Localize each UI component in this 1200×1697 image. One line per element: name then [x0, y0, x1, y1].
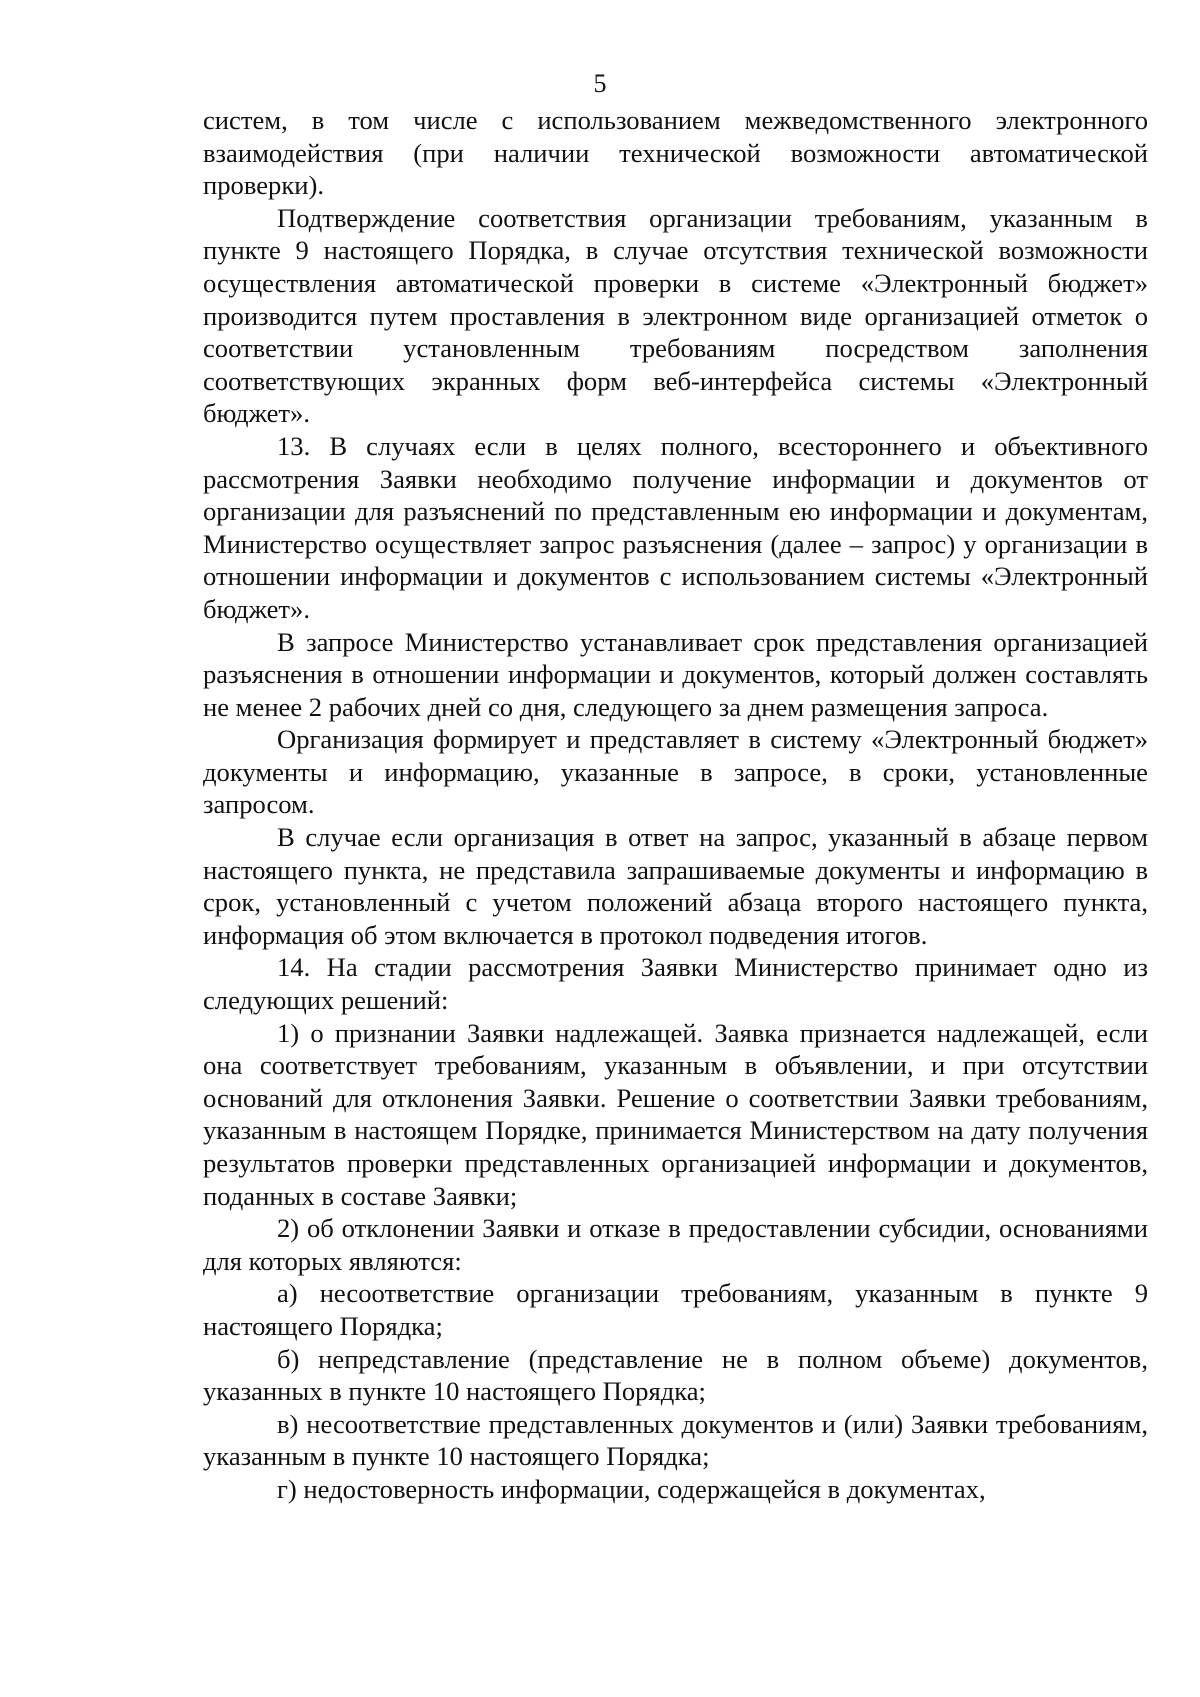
paragraph-ground-a: а) несоответствие организации требованиям, указанным в пункте 9 настоящего Порядка; — [203, 1278, 1148, 1341]
paragraph-item-14: 14. На стадии рассмотрения Заявки Министерство принимает одно из следующих решений: — [203, 952, 1148, 1016]
paragraph-ground-b: б) непредставление (представление не в полном объеме) документов, указанных в пункте 10 настоящего Порядка; — [203, 1343, 1148, 1407]
paragraph-request-deadline: В запросе Министерство устанавливает срок представления организацией разъяснения в отношении информации и документов, который должен составлять не менее 2 рабочих дней со дня, следующего за днем размещения запроса. — [203, 626, 1148, 722]
document-body — [203, 104, 1148, 1506]
paragraph-decision-2: 2) об отклонении Заявки и отказе в предоставлении субсидии, основаниями для которых являются: — [203, 1213, 1148, 1276]
paragraph-ground-g: г) недостоверность информации, содержащейся в документах, — [277, 1473, 986, 1504]
paragraph-organization-response: Организация формирует и представляет в систему «Электронный бюджет» документы и информацию, указанные в запросе, в сроки, установленные запросом. — [203, 724, 1148, 820]
paragraph-decision-1: 1) о признании Заявки надлежащей. Заявка признается надлежащей, если она соответствует требованиям, указанным в объявлении, и при отсутствии оснований для отклонения Заявки. Решение о соответствии Заявки требованиям, указанным в настоящем Порядке, принимается Министерством на дату получения результатов проверки представленных организацией информации и документов, поданных в составе Заявки; — [203, 1017, 1148, 1211]
paragraph-continuation: систем, в том числе с использованием межведомственного электронного взаимодействия (при наличии технической возможности автоматической проверки). — [203, 105, 1148, 201]
paragraph-ground-v: в) несоответствие представленных документов и (или) Заявки требованиям, указанным в пункте 10 настоящего Порядка; — [203, 1408, 1148, 1472]
paragraph-compliance-confirmation: Подтверждение соответствия организации требованиям, указанным в пункте 9 настоящего Порядка, в случае отсутствия технической возможности осуществления автоматической проверки в системе «Электронный бюджет» производится путем проставления в электронном виде организацией отметок о соответствии установленным требованиям посредством заполнения соответствующих экранных форм веб-интерфейса системы «Электронный бюджет». — [203, 202, 1148, 429]
paragraph-failure-to-respond: В случае если организация в ответ на запрос, указанный в абзаце первом настоящего пункта, не представила запрашиваемые документы и информацию в срок, установленный с учетом положений абзаца второго настоящего пункта, информация об этом включается в протокол подведения итогов. — [203, 822, 1148, 950]
paragraph-item-13: 13. В случаях если в целях полного, всестороннего и объективного рассмотрения Заявки необходимо получение информации и документов от организации для разъяснений по представленным ею информации и документам, Министерство осуществляет запрос разъяснения (далее – запрос) у организации в отношении информации и документов с использованием системы «Электронный бюджет». — [203, 430, 1148, 624]
page-number: 5 — [593, 69, 607, 98]
